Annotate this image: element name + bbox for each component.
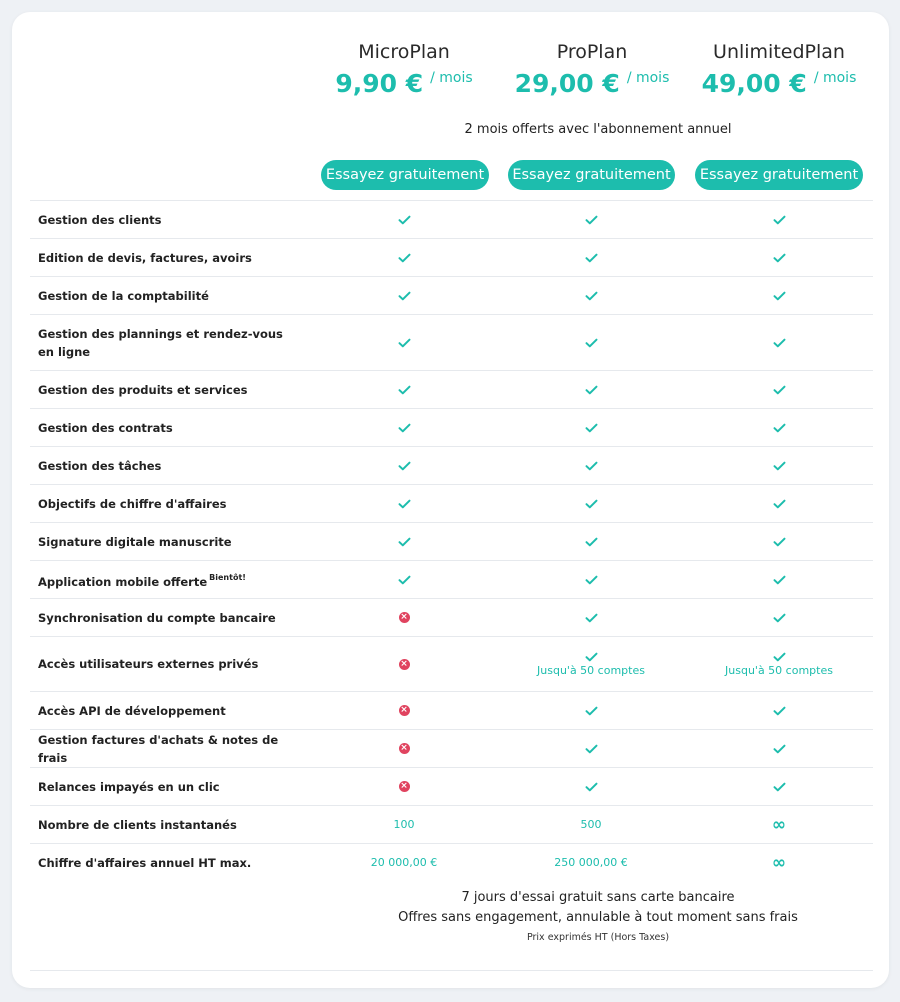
- feature-label-text: Edition de devis, factures, avoirs: [38, 250, 252, 265]
- feature-cell: [309, 637, 499, 691]
- commitment-text: Offres sans engagement, annulable à tout moment sans frais: [398, 910, 798, 925]
- feature-cell: [309, 447, 499, 484]
- feature-cell: [309, 371, 499, 408]
- feature-label-text: Gestion de la comptabilité: [38, 288, 209, 303]
- feature-row: [30, 484, 873, 522]
- check-icon: [398, 385, 411, 395]
- feature-row: [30, 446, 873, 484]
- feature-cell: [496, 692, 686, 729]
- feature-label-text: Objectifs de chiffre d'affaires: [38, 496, 227, 511]
- check-icon: [773, 461, 786, 471]
- check-icon: [585, 291, 598, 301]
- check-icon: [398, 499, 411, 509]
- feature-row: [30, 314, 873, 370]
- check-icon: [398, 253, 411, 263]
- feature-cell: [496, 637, 686, 691]
- feature-label-text: Application mobile offerte: [38, 574, 208, 589]
- feature-label-text: Gestion des contrats: [38, 420, 173, 435]
- check-icon: [773, 782, 786, 792]
- feature-label: [38, 315, 288, 370]
- feature-label: [38, 239, 288, 276]
- cross-icon: ×: [400, 658, 408, 669]
- feature-cell: [684, 315, 874, 370]
- feature-cell: [684, 768, 874, 805]
- plan-name: MicroPlan: [358, 41, 450, 63]
- feature-cell: [684, 730, 874, 767]
- feature-label: [38, 730, 288, 767]
- pricing-card: [12, 12, 889, 988]
- check-icon: [585, 215, 598, 225]
- feature-label: [38, 201, 288, 238]
- feature-cell: [496, 371, 686, 408]
- feature-row: [30, 238, 873, 276]
- feature-row: [30, 522, 873, 560]
- feature-cell: [496, 201, 686, 238]
- feature-cell: [496, 409, 686, 446]
- feature-cell: [309, 844, 499, 881]
- check-icon: [773, 537, 786, 547]
- feature-cell: [309, 768, 499, 805]
- feature-label-text: Chiffre d'affaires annuel HT max.: [38, 855, 252, 870]
- plan-price: 29,00 €: [514, 69, 620, 98]
- feature-cell: [684, 447, 874, 484]
- plan-header-micro: [309, 40, 499, 99]
- infinity-icon: ∞: [771, 814, 787, 835]
- feature-cell: [684, 409, 874, 446]
- check-icon: [398, 338, 411, 348]
- feature-cell: [684, 277, 874, 314]
- feature-label-text: Accès API de développement: [38, 703, 226, 718]
- cross-icon: ×: [400, 612, 408, 622]
- feature-label: [38, 637, 288, 691]
- feature-label-text: Gestion des produits et services: [38, 382, 248, 397]
- feature-label-text: Gestion des tâches: [38, 458, 162, 473]
- check-icon: [585, 652, 598, 662]
- check-icon: [585, 613, 598, 623]
- plan-price: 9,90 €: [335, 69, 424, 98]
- check-icon: [773, 385, 786, 395]
- coming-soon-badge: Bientôt!: [209, 572, 246, 582]
- feature-cell: [496, 485, 686, 522]
- feature-label-text: Synchronisation du compte bancaire: [38, 610, 276, 625]
- feature-cell: [309, 315, 499, 370]
- feature-cell: [684, 692, 874, 729]
- feature-cell: [309, 201, 499, 238]
- check-icon: [773, 575, 786, 585]
- plan-header-unlimited: [684, 40, 874, 99]
- trial-text: 7 jours d'essai gratuit sans carte bancaire: [461, 890, 735, 905]
- feature-label-text: Gestion factures d'achats & notes de frais: [38, 732, 279, 765]
- check-icon: [585, 706, 598, 716]
- feature-cell: [309, 523, 499, 560]
- check-icon: [585, 461, 598, 471]
- try-free-button-pro[interactable]: Essayez gratuitement: [508, 160, 675, 190]
- try-free-button-unlimited[interactable]: Essayez gratuitement: [695, 160, 863, 190]
- taxes-text: Prix exprimés HT (Hors Taxes): [526, 932, 670, 943]
- check-icon: [585, 385, 598, 395]
- feature-label: [38, 277, 288, 314]
- cross-icon: ×: [400, 743, 408, 753]
- feature-cell: [496, 561, 686, 598]
- feature-cell: [309, 806, 499, 843]
- feature-cell: [496, 239, 686, 276]
- infinity-icon: ∞: [771, 852, 787, 873]
- pricing-footer: [318, 888, 878, 947]
- check-icon: [585, 744, 598, 754]
- feature-cell: [496, 599, 686, 636]
- feature-comparison-table: [30, 200, 873, 881]
- cross-icon: ×: [400, 705, 408, 715]
- check-icon: [398, 575, 411, 585]
- try-free-button-micro[interactable]: Essayez gratuitement: [321, 160, 489, 190]
- feature-label: [38, 692, 288, 729]
- feature-row: [30, 729, 873, 767]
- feature-label-text: Nombre de clients instantanés: [38, 817, 237, 832]
- feature-cell: [496, 523, 686, 560]
- plan-period: / mois: [813, 70, 857, 86]
- feature-row: [30, 598, 873, 636]
- check-icon: [773, 652, 786, 662]
- feature-cell: [496, 730, 686, 767]
- check-icon: [773, 499, 786, 509]
- check-icon: [773, 215, 786, 225]
- plan-period: / mois: [626, 70, 670, 86]
- feature-label-text: Relances impayés en un clic: [38, 779, 220, 794]
- feature-cell: [309, 599, 499, 636]
- feature-value: 250 000,00 €: [554, 856, 628, 869]
- annual-promo-text: 2 mois offerts avec l'abonnement annuel: [464, 122, 732, 137]
- check-icon: [773, 423, 786, 433]
- plan-price: 49,00 €: [701, 69, 807, 98]
- feature-label: [38, 768, 288, 805]
- divider: [30, 970, 873, 971]
- check-icon: [773, 253, 786, 263]
- feature-cell: [496, 277, 686, 314]
- check-icon: [773, 744, 786, 754]
- feature-row: [30, 560, 873, 598]
- feature-cell: [684, 523, 874, 560]
- feature-row: [30, 276, 873, 314]
- check-icon: [585, 423, 598, 433]
- check-icon: [398, 423, 411, 433]
- feature-cell: [309, 730, 499, 767]
- plan-header-pro: [497, 40, 687, 99]
- feature-cell: [496, 447, 686, 484]
- feature-cell: [309, 485, 499, 522]
- check-icon: [398, 291, 411, 301]
- feature-label: [38, 409, 288, 446]
- feature-cell: [684, 599, 874, 636]
- feature-cell: [496, 806, 686, 843]
- check-icon: [585, 537, 598, 547]
- feature-label: [38, 485, 288, 522]
- feature-row: [30, 408, 873, 446]
- feature-cell: [309, 692, 499, 729]
- feature-label: [38, 806, 288, 843]
- feature-label: [38, 447, 288, 484]
- plan-period: / mois: [430, 70, 473, 86]
- cross-icon: ×: [400, 781, 408, 791]
- feature-cell: [496, 768, 686, 805]
- feature-cell: [684, 239, 874, 276]
- check-icon: [585, 338, 598, 348]
- check-icon: [773, 291, 786, 301]
- feature-cell: [309, 277, 499, 314]
- feature-label: [38, 561, 288, 598]
- check-icon: [398, 537, 411, 547]
- check-icon: [585, 782, 598, 792]
- feature-cell: [684, 806, 874, 843]
- check-icon: [773, 706, 786, 716]
- plan-name: ProPlan: [556, 41, 628, 63]
- feature-label: [38, 599, 288, 636]
- feature-label: [38, 371, 288, 408]
- feature-row: [30, 805, 873, 843]
- feature-label-text: Gestion des plannings et rendez-vous en ligne: [38, 326, 283, 359]
- feature-cell: [309, 409, 499, 446]
- feature-note: Jusqu'à 50 comptes: [537, 663, 645, 677]
- feature-label-text: Signature digitale manuscrite: [38, 534, 232, 549]
- feature-cell: [684, 201, 874, 238]
- plan-name: UnlimitedPlan: [713, 41, 845, 63]
- check-icon: [773, 613, 786, 623]
- feature-value: 500: [580, 818, 602, 831]
- feature-row: [30, 691, 873, 729]
- feature-label: [38, 844, 288, 881]
- feature-label-text: Gestion des clients: [38, 212, 162, 227]
- feature-cell: [496, 315, 686, 370]
- feature-row: [30, 843, 873, 881]
- feature-cell: [684, 844, 874, 881]
- check-icon: [398, 215, 411, 225]
- feature-note: Jusqu'à 50 comptes: [725, 663, 833, 677]
- feature-cell: [309, 561, 499, 598]
- feature-cell: [684, 637, 874, 691]
- check-icon: [585, 253, 598, 263]
- feature-cell: [684, 485, 874, 522]
- feature-cell: [496, 844, 686, 881]
- feature-row: [30, 200, 873, 238]
- feature-row: [30, 636, 873, 691]
- check-icon: [585, 575, 598, 585]
- check-icon: [773, 338, 786, 348]
- feature-cell: [684, 561, 874, 598]
- feature-label: [38, 523, 288, 560]
- check-icon: [398, 461, 411, 471]
- feature-row: [30, 370, 873, 408]
- feature-row: [30, 767, 873, 805]
- feature-cell: [684, 371, 874, 408]
- feature-value: 100: [393, 818, 415, 831]
- check-icon: [585, 499, 598, 509]
- feature-cell: [309, 239, 499, 276]
- feature-value: 20 000,00 €: [370, 856, 438, 869]
- feature-label-text: Accès utilisateurs externes privés: [38, 657, 259, 671]
